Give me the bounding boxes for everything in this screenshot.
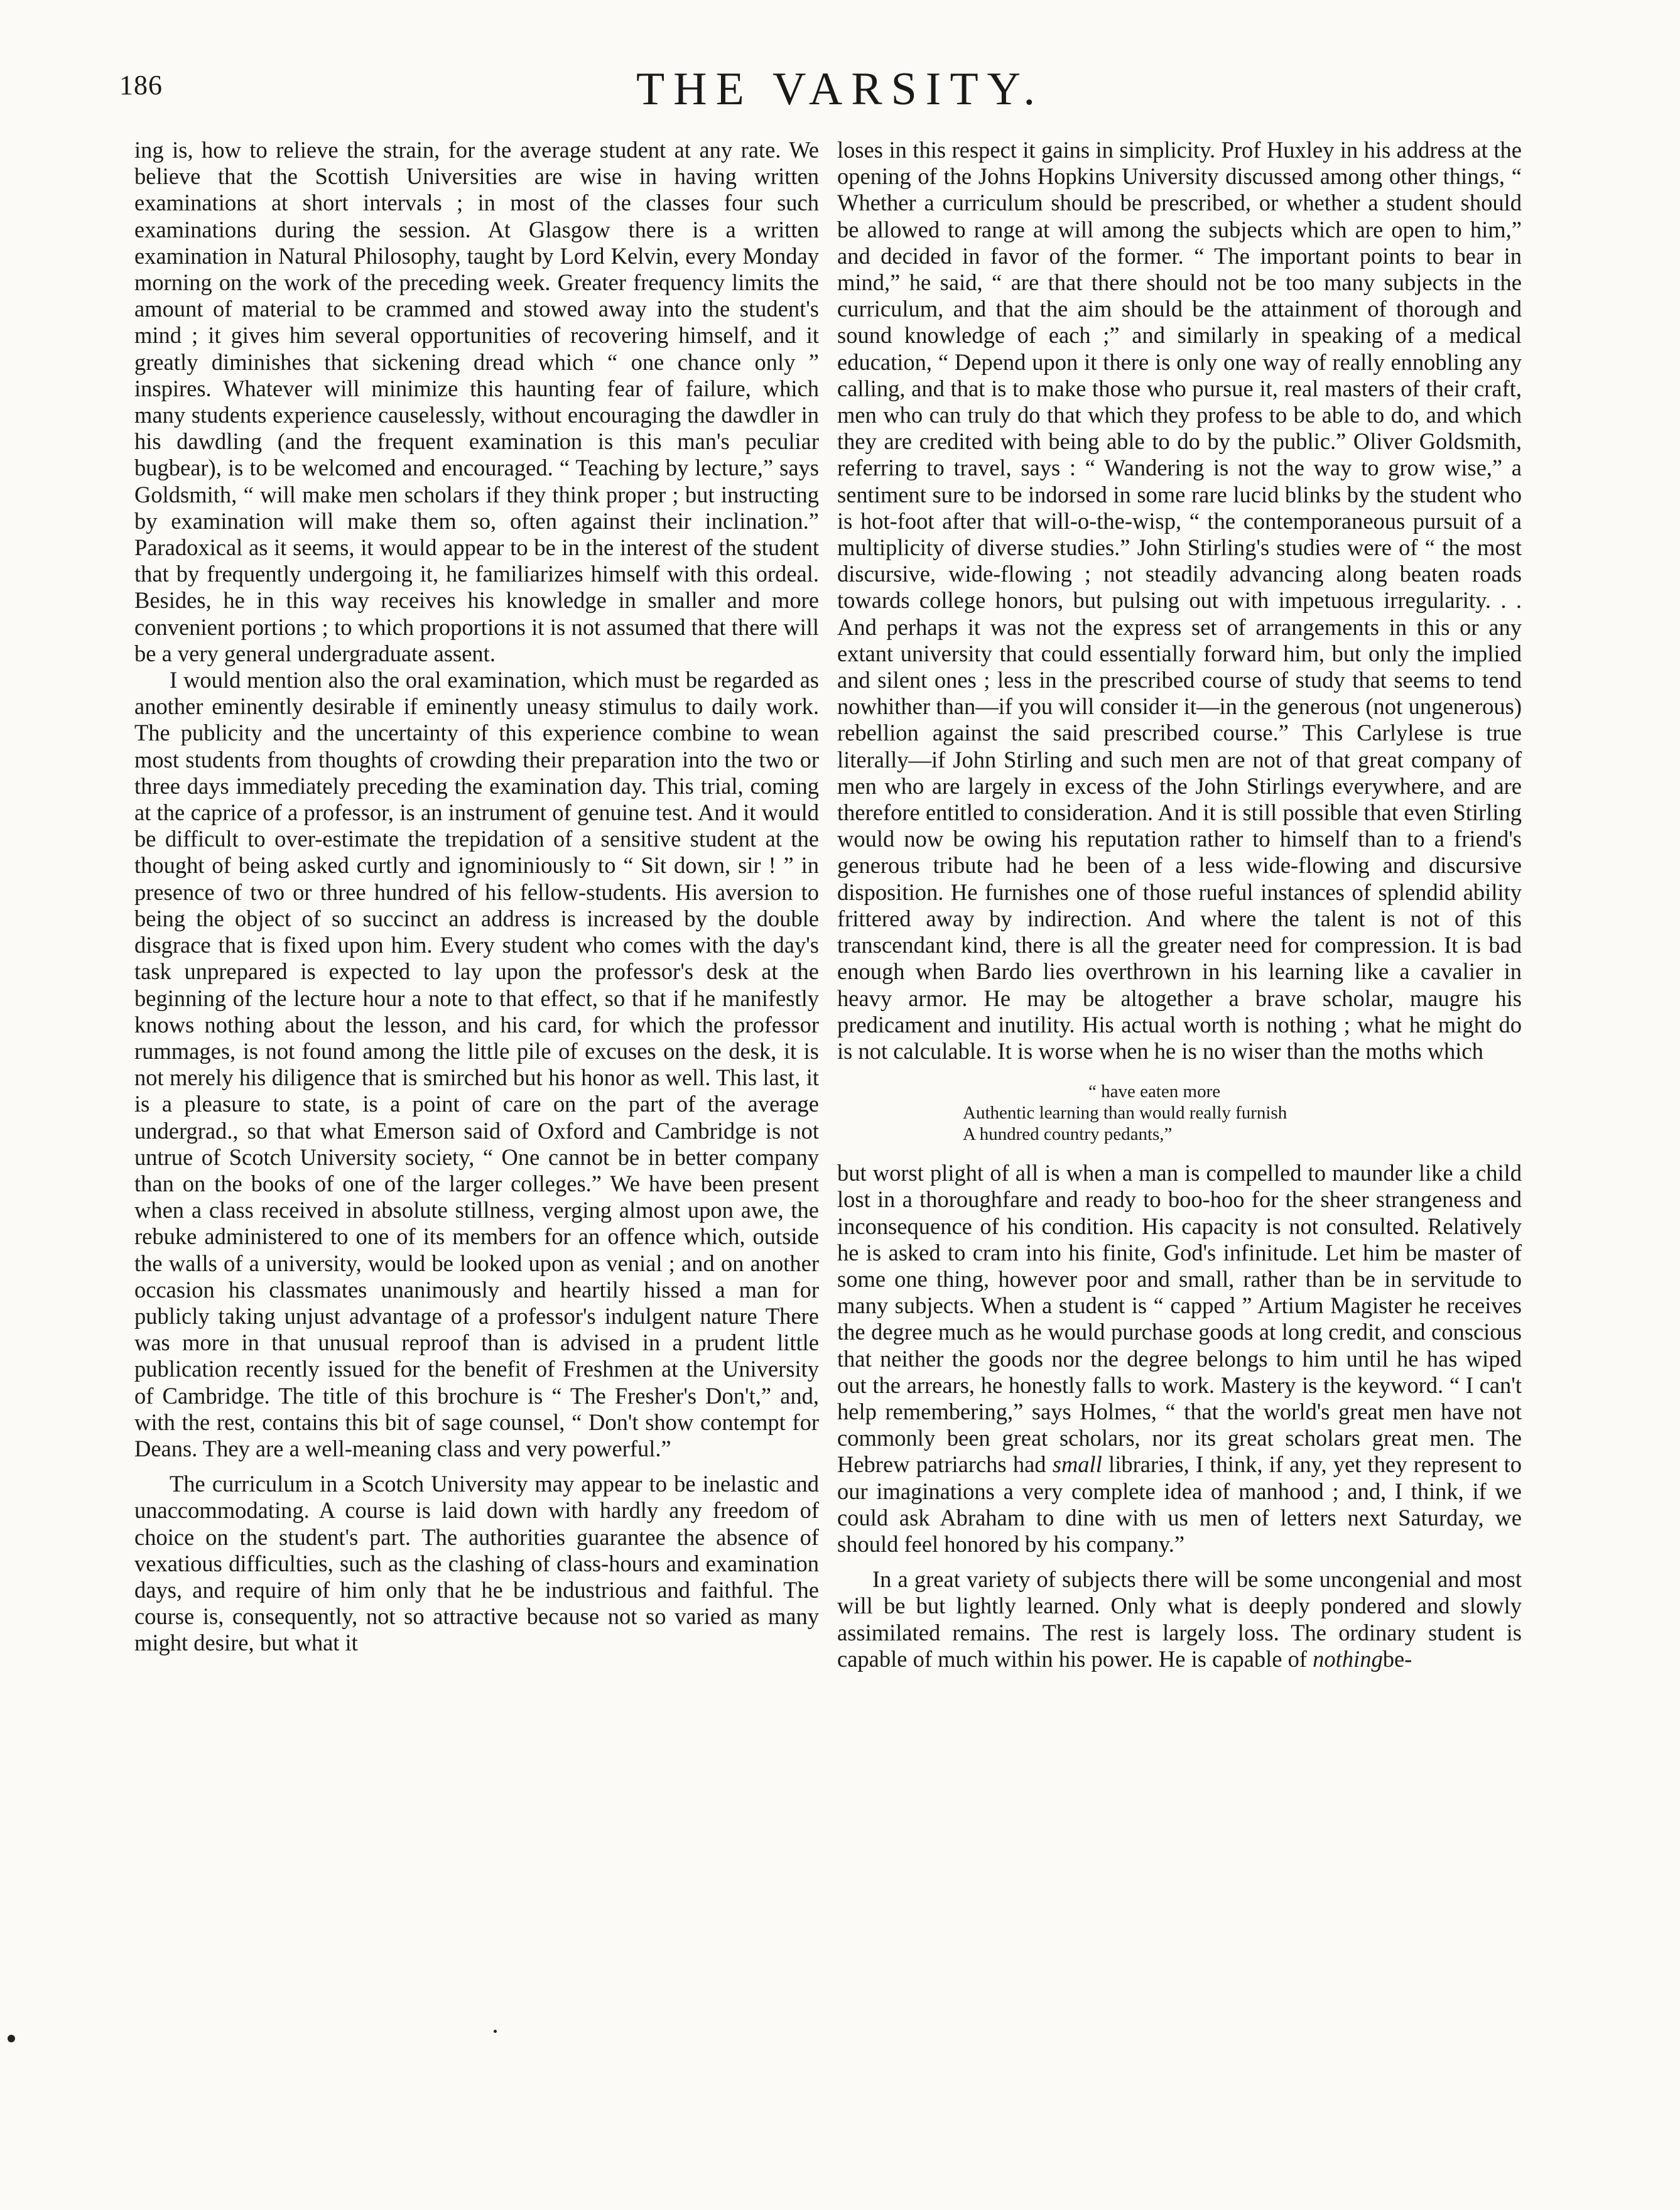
- left-column: [134, 137, 819, 1657]
- quote-line-3: A hundred country pedants,”: [963, 1124, 1173, 1145]
- left-paragraph-2: I would mention also the oral examination, which must be regarded as another eminently desirable if eminently uneasy stimulus to daily work. The publicity and the uncertainty of this experience combine to wean most students from thoughts of crowding their preparation into the two or three days immediately preceding the examination day. This trial, coming at the caprice of a professor, is an instrument of genuine test. And it would be difficult to over-estimate the trepidation of a sensitive student at the thought of being asked curtly and ignominiously to “ Sit down, sir ! ” in presence of two or three hundred of his fellow-students. His aversion to being the object of so succinct an address is increased by the double disgrace that is fixed upon him. Every student who comes with the day's task unprepared is expected to lay upon the professor's desk at the beginning of the lecture hour a note to that effect, so that if he manifestly knows nothing about the lesson, and his card, for which the professor rummages, is not found among the little pile of excuses on the desk, it is not merely his diligence that is smirched but his honor as well. This last, it is a pleasure to state, is a point of care on the part of the average undergrad., so that what Emerson said of Oxford and Cambridge is not untrue of Scotch University society, “ One cannot be in better company than on the books of one of the larger colleges.” We have been present when a class received in absolute stillness, verging almost upon awe, the rebuke administered to one of its members for an offence which, outside the walls of a university, would be looked upon as venial ; and on another occasion his classmates unanimously and heartily hissed a man for publicly taking unjust advantage of a professor's indulgent nature There was more in that unusual reproof than is advised in a prudent little publication recently issued for the benefit of Freshmen at the University of Cambridge. The title of this brochure is “ The Fresher's Don't,” and, with the rest, contains this bit of sage counsel, “ Don't show contempt for Deans. They are a well-meaning class and very powerful.”: [134, 667, 819, 1461]
- masthead-title: THE VARSITY.: [636, 63, 1044, 115]
- right-paragraph-3-text: In a great variety of subjects there will be some uncongenial and most will be but lightly learned. Only what is deeply pondered and slowly assimilated remains. The rest is largely loss. The ordinary student is capable of much within his power. He is capable of: [837, 1566, 1522, 1672]
- page-number: 186: [119, 70, 163, 100]
- ink-speck: [8, 2035, 15, 2042]
- left-paragraph-3: The curriculum in a Scotch University may appear to be inelastic and unaccommodating. A course is laid down with hardly any freedom of choice on the student's part. The authorities guarantee the absence of vexatious difficulties, such as the clashing of class-hours and examination days, and require of him only that he be industrious and faithful. The course is, consequently, not so attractive because not so varied as many might desire, but what it: [134, 1471, 819, 1656]
- ink-speck: [494, 2030, 497, 2033]
- verse-quotation: [837, 1081, 1522, 1145]
- right-paragraph-2-text: but worst plight of all is when a man is compelled to maunder like a child lost in a thoroughfare and ready to boo-hoo for the sheer strangeness and inconsequence of his condition. His capacity is not consulted. Relatively he is asked to cram into his finite, God's infinitude. Let him be master of some one thing, however poor and small, rather than be in servitude to many subjects. When a student is “ capped ” Artium Magister he receives the degree much as he would purchase goods at long credit, and conscious that neither the goods nor the degree belongs to him until he has wiped out the arrears, he honestly falls to work. Mastery is the keyword. “ I can't help remembering,” says Holmes, “ that the world's great men have not commonly been great scholars, nor its great scholars great men. The Hebrew patriarchs had: [837, 1160, 1522, 1478]
- quote-line-2: Authentic learning than would really furnish: [963, 1103, 1287, 1124]
- right-paragraph-1: loses in this respect it gains in simplicity. Prof Huxley in his address at the opening of the Johns Hopkins University discussed among other things, “ Whether a curriculum should be prescribed, or whether a student should be allowed to range at will among the subjects which are open to him,” and decided in favor of the former. “ The important points to bear in mind,” he said, “ are that there should not be too many subjects in the curriculum, and that the aim should be the attainment of thorough and sound knowledge of each ;” and similarly in speaking of a medical education, “ Depend upon it there is only one way of really ennobling any calling, and that is to make those who pursue it, real masters of their craft, men who can truly do that which they profess to be able to do, and which they are credited with being able to do by the public.” Oliver Goldsmith, referring to travel, says : “ Wandering is not the way to grow wise,” a sentiment sure to be indorsed in some rare lucid blinks by the student who is hot-foot after that will-o-the-wisp, “ the contemporaneous pursuit of a multiplicity of diverse studies.” John Stirling's studies were of “ the most discursive, wide-flowing ; not steadily advancing along beaten roads towards college honors, but pulsing out with impetuous irregularity. . . And perhaps it was not the express set of arrangements in this or any extant university that could essentially forward him, but only the implied and silent ones ; less in the prescribed course of study that seems to tend nowhither than—if you will consider it—in the generous (not ungenerous) rebellion against the said prescribed course.” This Carlylese is true literally—if John Stirling and such men are not of that great company of men who are largely in excess of the John Stirlings everywhere, and are therefore entitled to consideration. And it is still possible that even Stirling would now be owing his reputation rather to himself than to a friend's generous tribute had he been of a less wide-flowing and discursive disposition. He furnishes one of those rueful instances of splendid ability frittered away by indirection. And where the talent is not of this transcendant kind, there is all the greater need for compression. It is bad enough when Bardo lies overthrown in his learning like a cavalier in heavy armor. He may be altogether a brave scholar, maugre his predicament and inutility. His actual worth is nothing ; what he might do is not calculable. It is worse when he is no wiser than the moths which: [837, 137, 1522, 1064]
- quote-line-1: “ have eaten more: [1088, 1081, 1221, 1102]
- right-column: [837, 137, 1522, 1672]
- right-paragraph-3-tail: be-: [1382, 1645, 1412, 1672]
- right-paragraph-2: [837, 1160, 1522, 1557]
- left-paragraph-1: ing is, how to relieve the strain, for the average student at any rate. We believe that the Scottish Universities are wise in having written examinations at short intervals ; in most of the classes four such examinations during the session. At Glasgow there is a written examination in Natural Philosophy, taught by Lord Kelvin, every Monday morning on the work of the preceding week. Greater frequency limits the amount of material to be crammed and stowed away into the student's mind ; it gives him several opportunities of recovering himself, and it greatly diminishes that sickening dread which “ one chance only ” inspires. Whatever will minimize this haunting fear of failure, which many students experience causelessly, without encouraging the dawdler in his dawdling (and the frequent examination is this man's peculiar bugbear), is to be welcomed and encouraged. “ Teaching by lecture,” says Goldsmith, “ will make men scholars if they think proper ; but instructing by examination will make them so, often against their inclination.” Paradoxical as it seems, it would appear to be in the interest of the student that by frequently undergoing it, he familiarizes himself with this ordeal. Besides, he in this way receives his knowledge in smaller and more convenient portions ; to which proportions it is not assumed that there will be a very general undergraduate assent.: [134, 137, 819, 666]
- emphasis-small: small: [1052, 1451, 1102, 1478]
- right-paragraph-3: [837, 1566, 1522, 1672]
- right-paragraph-2-tail: libraries, I think, if any, yet they represent to our imaginations a very complete idea of manhood ; and, I think, if we could ask Abraham to dine with us men of letters next Saturday, we should feel honored by his company.”: [837, 1451, 1522, 1557]
- emphasis-nothing: nothing: [1313, 1645, 1383, 1672]
